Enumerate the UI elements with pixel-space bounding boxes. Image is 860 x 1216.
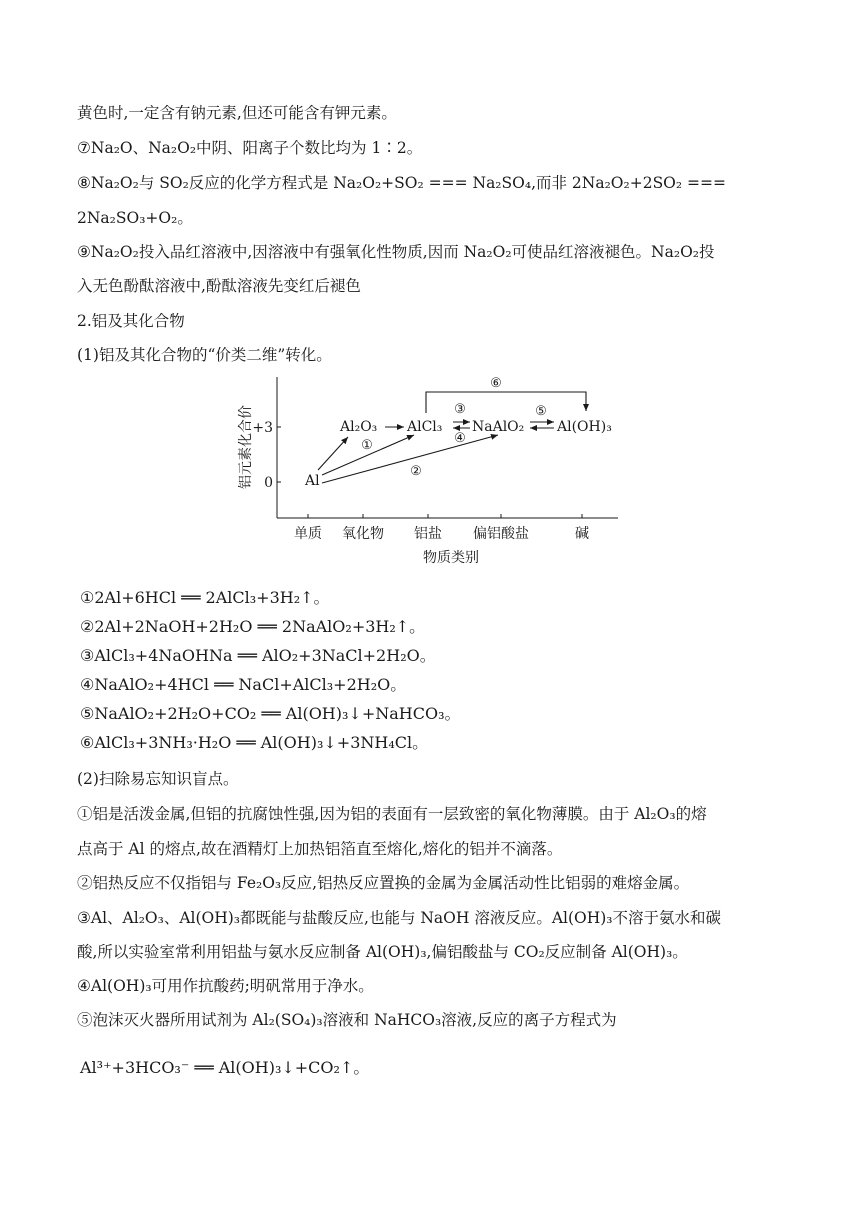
text-line: ⑤泡沫灭火器所用试剂为 Al₂(SO₄)₃溶液和 NaHCO₃溶液,反应的离子方程式为 bbox=[77, 1011, 617, 1029]
text-line: ⑦Na₂O、Na₂O₂中阴、阳离子个数比均为 1∶2。 bbox=[77, 139, 423, 157]
x-axis-label: 物质类别 bbox=[423, 550, 479, 566]
y-tick-label: 0 bbox=[264, 475, 273, 491]
x-category-label: 单质 bbox=[294, 526, 322, 542]
equation-4: ④NaAlO₂+4HCl ══ NaCl+AlCl₃+2H₂O。 bbox=[80, 675, 407, 694]
section-heading: 2.铝及其化合物 bbox=[77, 312, 185, 330]
edge-label-3: ③ bbox=[454, 402, 466, 417]
node-al2o3: Al₂O₃ bbox=[340, 419, 378, 435]
subsection-heading: (2)扫除易忘知识盲点。 bbox=[77, 770, 239, 788]
text-line: ②铝热反应不仅指铝与 Fe₂O₃反应,铝热反应置换的金属为金属活动性比铝弱的难熔金属。 bbox=[77, 874, 690, 892]
ionic-equation: Al³⁺+3HCO₃⁻ ══ Al(OH)₃↓+CO₂↑。 bbox=[80, 1058, 370, 1077]
x-category-label: 铝盐 bbox=[414, 526, 442, 542]
x-category-label: 偏铝酸盐 bbox=[473, 526, 529, 542]
equation-6: ⑥AlCl₃+3NH₃·H₂O ══ Al(OH)₃↓+3NH₄Cl。 bbox=[80, 733, 429, 752]
equation-3: ③AlCl₃+4NaOHNa ══ AlO₂+3NaCl+2H₂O。 bbox=[80, 646, 436, 665]
edge-label-2: ② bbox=[410, 464, 422, 479]
y-tick-label: +3 bbox=[252, 420, 273, 436]
text-line: ⑨Na₂O₂投入品红溶液中,因溶液中有强氧化性物质,因而 Na₂O₂可使品红溶液褪色。Na₂O₂投 bbox=[77, 243, 715, 261]
node-al: Al bbox=[305, 473, 320, 489]
equation-2: ②2Al+2NaOH+2H₂O ══ 2NaAlO₂+3H₂↑。 bbox=[80, 617, 426, 636]
arrow-6 bbox=[426, 392, 586, 413]
text-line: ①铝是活泼金属,但铝的抗腐蚀性强,因为铝的表面有一层致密的氧化物薄膜。由于 Al₂O₃的熔 bbox=[77, 805, 707, 823]
y-axis-label: 铝元素化合价 bbox=[238, 405, 254, 489]
text-line: 2Na₂SO₃+O₂。 bbox=[77, 209, 193, 227]
equation-5: ⑤NaAlO₂+2H₂O+CO₂ ══ Al(OH)₃↓+NaHCO₃。 bbox=[80, 704, 461, 723]
edge-label-4: ④ bbox=[454, 431, 466, 446]
x-category-label: 碱 bbox=[575, 526, 589, 542]
subsection-heading: (1)铝及其化合物的“价类二维”转化。 bbox=[77, 346, 332, 364]
text-line: 点高于 Al 的熔点,故在酒精灯上加热铝箔直至熔化,熔化的铝并不滴落。 bbox=[77, 840, 563, 858]
edge-label-6: ⑥ bbox=[490, 376, 502, 391]
text-line: ③Al、Al₂O₃、Al(OH)₃都既能与盐酸反应,也能与 NaOH 溶液反应。Al(OH)₃不溶于氨水和碳 bbox=[77, 909, 722, 927]
node-aloh3: Al(OH)₃ bbox=[557, 419, 612, 435]
edge-label-1: ① bbox=[361, 438, 373, 453]
text-line: 入无色酚酞溶液中,酚酞溶液先变红后褪色 bbox=[77, 277, 361, 295]
text-line: ⑧Na₂O₂与 SO₂反应的化学方程式是 Na₂O₂+SO₂ === Na₂SO₄,而非 2Na₂O₂+2SO₂ === bbox=[77, 174, 726, 192]
text-line: 酸,所以实验室常利用铝盐与氨水反应制备 Al(OH)₃,偏铝酸盐与 CO₂反应制备 Al(OH)₃。 bbox=[77, 943, 688, 961]
node-naalo2: NaAlO₂ bbox=[472, 419, 525, 435]
equation-1: ①2Al+6HCl ══ 2AlCl₃+3H₂↑。 bbox=[80, 588, 330, 607]
x-category-label: 氧化物 bbox=[342, 526, 384, 542]
edge-label-5: ⑤ bbox=[535, 404, 547, 419]
text-line: 黄色时,一定含有钠元素,但还可能含有钾元素。 bbox=[77, 104, 397, 122]
node-alcl3: AlCl₃ bbox=[407, 419, 443, 435]
valence-category-diagram bbox=[230, 365, 630, 575]
text-line: ④Al(OH)₃可用作抗酸药;明矾常用于净水。 bbox=[77, 977, 374, 995]
arrow-al-to-al2o3 bbox=[318, 437, 348, 470]
